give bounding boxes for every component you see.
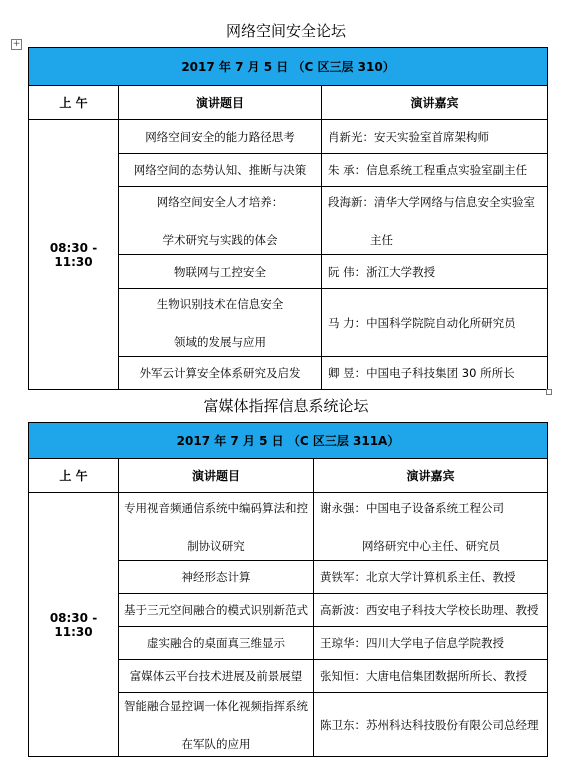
forum-title: 富媒体指挥信息系统论坛 [203, 397, 369, 415]
talk-speaker: 卿 昱：中国电子科技集团 30 所所长 [322, 357, 548, 390]
talk-speaker: 张知恒：大唐电信集团数据所所长、教授 [314, 660, 548, 693]
talk-speaker: 阮 伟：浙江大学教授 [322, 255, 548, 289]
talk-topic: 网络空间的态势认知、推断与决策 [119, 154, 322, 187]
topic-header: 演讲题目 [119, 86, 322, 120]
session-header: 上 午 [29, 86, 119, 120]
talk-topic: 物联网与工控安全 [119, 255, 322, 289]
talk-topic: 生物识别技术在信息安全 领域的发展与应用 [119, 289, 322, 357]
session-header: 上 午 [29, 459, 119, 493]
talk-speaker: 陈卫东：苏州科达科技股份有限公司总经理 [314, 693, 548, 757]
session-time: 08:30 - 11:30 [29, 120, 119, 390]
table-move-handle-icon[interactable]: + [12, 39, 21, 49]
talk-topic: 虚实融合的桌面真三维显示 [119, 627, 314, 660]
topic-header: 演讲题目 [119, 459, 314, 493]
talk-speaker: 朱 承：信息系统工程重点实验室副主任 [322, 154, 548, 187]
talk-speaker: 王琼华：四川大学电子信息学院教授 [314, 627, 548, 660]
speaker-header: 演讲嘉宾 [314, 459, 548, 493]
talk-speaker: 段海新：清华大学网络与信息安全实验室 主任 [322, 187, 548, 255]
talk-topic: 智能融合显控调一体化视频指挥系统 在军队的应用 [119, 693, 314, 757]
talk-topic: 网络空间安全人才培养： 学术研究与实践的体会 [119, 187, 322, 255]
talk-speaker: 肖新光：安天实验室首席架构师 [322, 120, 548, 154]
talk-topic: 外军云计算安全体系研究及启发 [119, 357, 322, 390]
talk-topic: 神经形态计算 [119, 561, 314, 594]
session-time: 08:30 - 11:30 [29, 493, 119, 757]
schedule-table [28, 422, 548, 757]
talk-speaker: 谢永强：中国电子设备系统工程公司 网络研究中心主任、研究员 [314, 493, 548, 561]
date-location-banner: 2017 年 7 月 5 日 （C 区三层 311A） [29, 423, 548, 459]
talk-topic: 网络空间安全的能力路径思考 [119, 120, 322, 154]
forum-title: 网络空间安全论坛 [225, 22, 346, 40]
talk-speaker: 高新波：西安电子科技大学校长助理、教授 [314, 594, 548, 627]
table-resize-handle[interactable] [546, 389, 552, 395]
schedule-table [28, 47, 548, 390]
speaker-header: 演讲嘉宾 [322, 86, 548, 120]
talk-speaker: 马 力：中国科学院院自动化所研究员 [322, 289, 548, 357]
talk-topic: 基于三元空间融合的模式识别新范式 [119, 594, 314, 627]
talk-speaker: 黄铁军：北京大学计算机系主任、教授 [314, 561, 548, 594]
talk-topic: 专用视音频通信系统中编码算法和控 制协议研究 [119, 493, 314, 561]
date-location-banner: 2017 年 7 月 5 日 （C 区三层 310） [29, 48, 548, 86]
talk-topic: 富媒体云平台技术进展及前景展望 [119, 660, 314, 693]
